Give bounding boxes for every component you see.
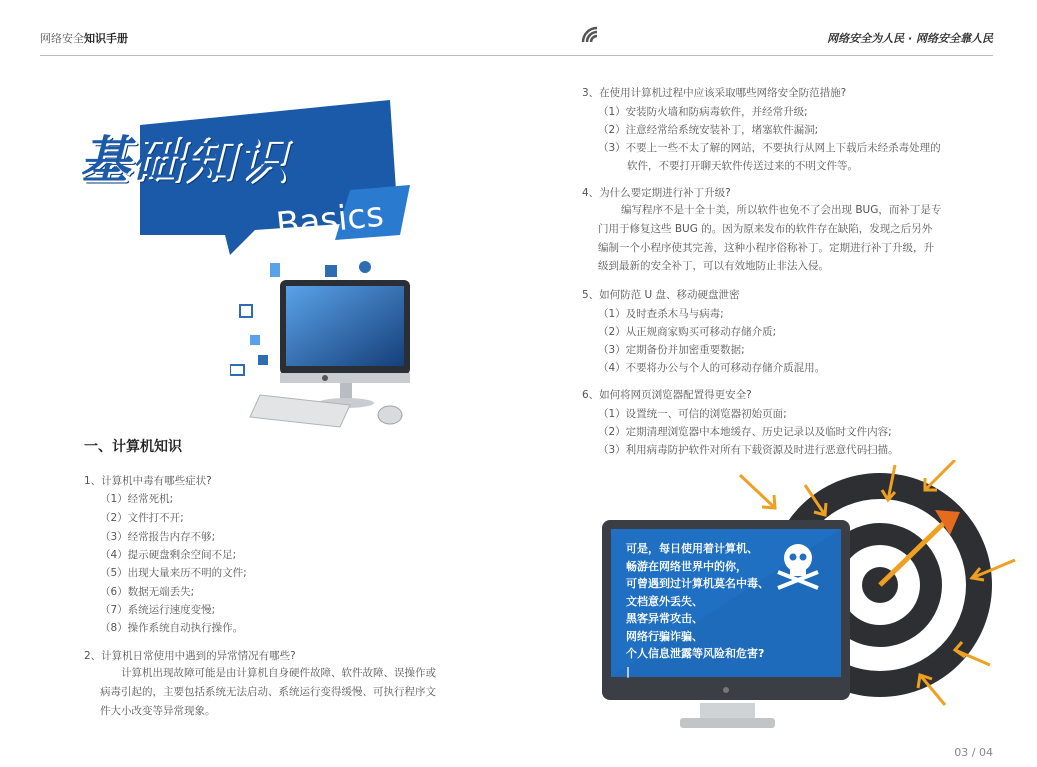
hero-title: 基础知识 bbox=[80, 131, 288, 189]
monitor-line: 网络行骗诈骗、 bbox=[626, 629, 703, 643]
monitor-line: 个人信息泄露等风险和危害? bbox=[626, 647, 765, 660]
page-number: 03 / 04 bbox=[954, 746, 993, 759]
monitor-line: | bbox=[626, 664, 631, 678]
list-item: （8）操作系统自动执行操作。 bbox=[100, 622, 244, 634]
question-1: 1、计算机中毒有哪些症状? bbox=[84, 475, 212, 487]
computer-illustration bbox=[230, 255, 420, 435]
wifi-icon bbox=[580, 24, 602, 44]
question-3: 3、在使用计算机过程中应该采取哪些网络安全防范措施? bbox=[582, 87, 847, 99]
monitor-line: 文档意外丢失、 bbox=[626, 594, 703, 608]
header-left-bold: 知识手册 bbox=[84, 32, 128, 45]
header-left bbox=[40, 30, 128, 46]
paragraph-line: 编写程序不是十全十美，所以软件也免不了会出现 BUG，而补丁是专 bbox=[621, 204, 942, 216]
section-title: 一、计算机知识 bbox=[84, 439, 182, 455]
paragraph-line: 件大小改变等异常现象。 bbox=[100, 705, 216, 717]
monitor-line: 可曾遇到过计算机莫名中毒、 bbox=[626, 577, 769, 590]
list-item: （3）定期备份并加密重要数据; bbox=[598, 344, 745, 356]
list-item: （5）出现大量来历不明的文件; bbox=[100, 567, 247, 579]
list-item: （1）及时查杀木马与病毒; bbox=[598, 308, 724, 320]
paragraph-line: 病毒引起的，主要包括系统无法启动、系统运行变得缓慢、可执行程序文 bbox=[100, 686, 436, 698]
list-item: （2）注意经常给系统安装补丁，堵塞软件漏洞; bbox=[598, 124, 819, 136]
header-slogan: 网络安全为人民 · 网络安全靠人民 bbox=[827, 32, 993, 45]
list-item: （1）设置统一、可信的浏览器初始页面; bbox=[598, 408, 787, 420]
list-item: （6）数据无端丢失; bbox=[100, 586, 195, 598]
monitor-line: 可是，每日使用着计算机、 bbox=[626, 542, 758, 555]
list-item: （4）提示硬盘剩余空间不足; bbox=[100, 549, 237, 561]
list-item: （3）经常报告内存不够; bbox=[100, 531, 216, 543]
list-item: （3）不要上一些不太了解的网站，不要执行从网上下载后未经杀毒处理的 bbox=[598, 142, 941, 154]
monitor-message bbox=[626, 540, 769, 680]
question-5: 5、如何防范 U 盘、移动硬盘泄密 bbox=[582, 289, 740, 301]
list-item: （4）不要将办公与个人的可移动存储介质混用。 bbox=[598, 362, 826, 374]
question-6: 6、如何将网页浏览器配置得更安全? bbox=[582, 389, 752, 401]
list-item: （2）文件打不开; bbox=[100, 512, 184, 524]
question-4: 4、为什么要定期进行补丁升级? bbox=[582, 187, 731, 199]
list-item: （1）经常死机; bbox=[100, 493, 174, 505]
paragraph-line: 编制一个小程序使其完善，这种小程序俗称补丁。定期进行补丁升级，升 bbox=[598, 242, 934, 254]
list-item: （3）利用病毒防护软件对所有下载资源及时进行恶意代码扫描。 bbox=[598, 444, 899, 456]
header-divider bbox=[40, 55, 993, 56]
list-item: 软件，不要打开聊天软件传送过来的不明文件等。 bbox=[627, 160, 858, 172]
list-item: （7）系统运行速度变慢; bbox=[100, 604, 216, 616]
list-item: （2）从正规商家购买可移动存储介质; bbox=[598, 326, 777, 338]
monitor-line: 畅游在网络世界中的你， bbox=[626, 559, 747, 573]
paragraph-line: 门用于修复这些 BUG 的。因为原来发布的软件存在缺陷，发现之后另外 bbox=[598, 223, 933, 235]
list-item: （2）定期清理浏览器中本地缓存、历史记录以及临时文件内容; bbox=[598, 426, 892, 438]
paragraph-line: 计算机出现故障可能是由计算机自身硬件故障、软件故障、误操作或 bbox=[121, 667, 436, 679]
question-2: 2、计算机日常使用中遇到的异常情况有哪些? bbox=[84, 650, 296, 662]
monitor-line: 黑客异常攻击、 bbox=[626, 612, 703, 625]
paragraph-line: 级到最新的安全补丁，可以有效地防止非法入侵。 bbox=[598, 260, 829, 272]
header-left-prefix: 网络安全 bbox=[40, 32, 84, 45]
list-item: （1）安装防火墙和防病毒软件，并经常升级; bbox=[598, 106, 808, 118]
hero-subtitle: Basics bbox=[274, 194, 386, 246]
